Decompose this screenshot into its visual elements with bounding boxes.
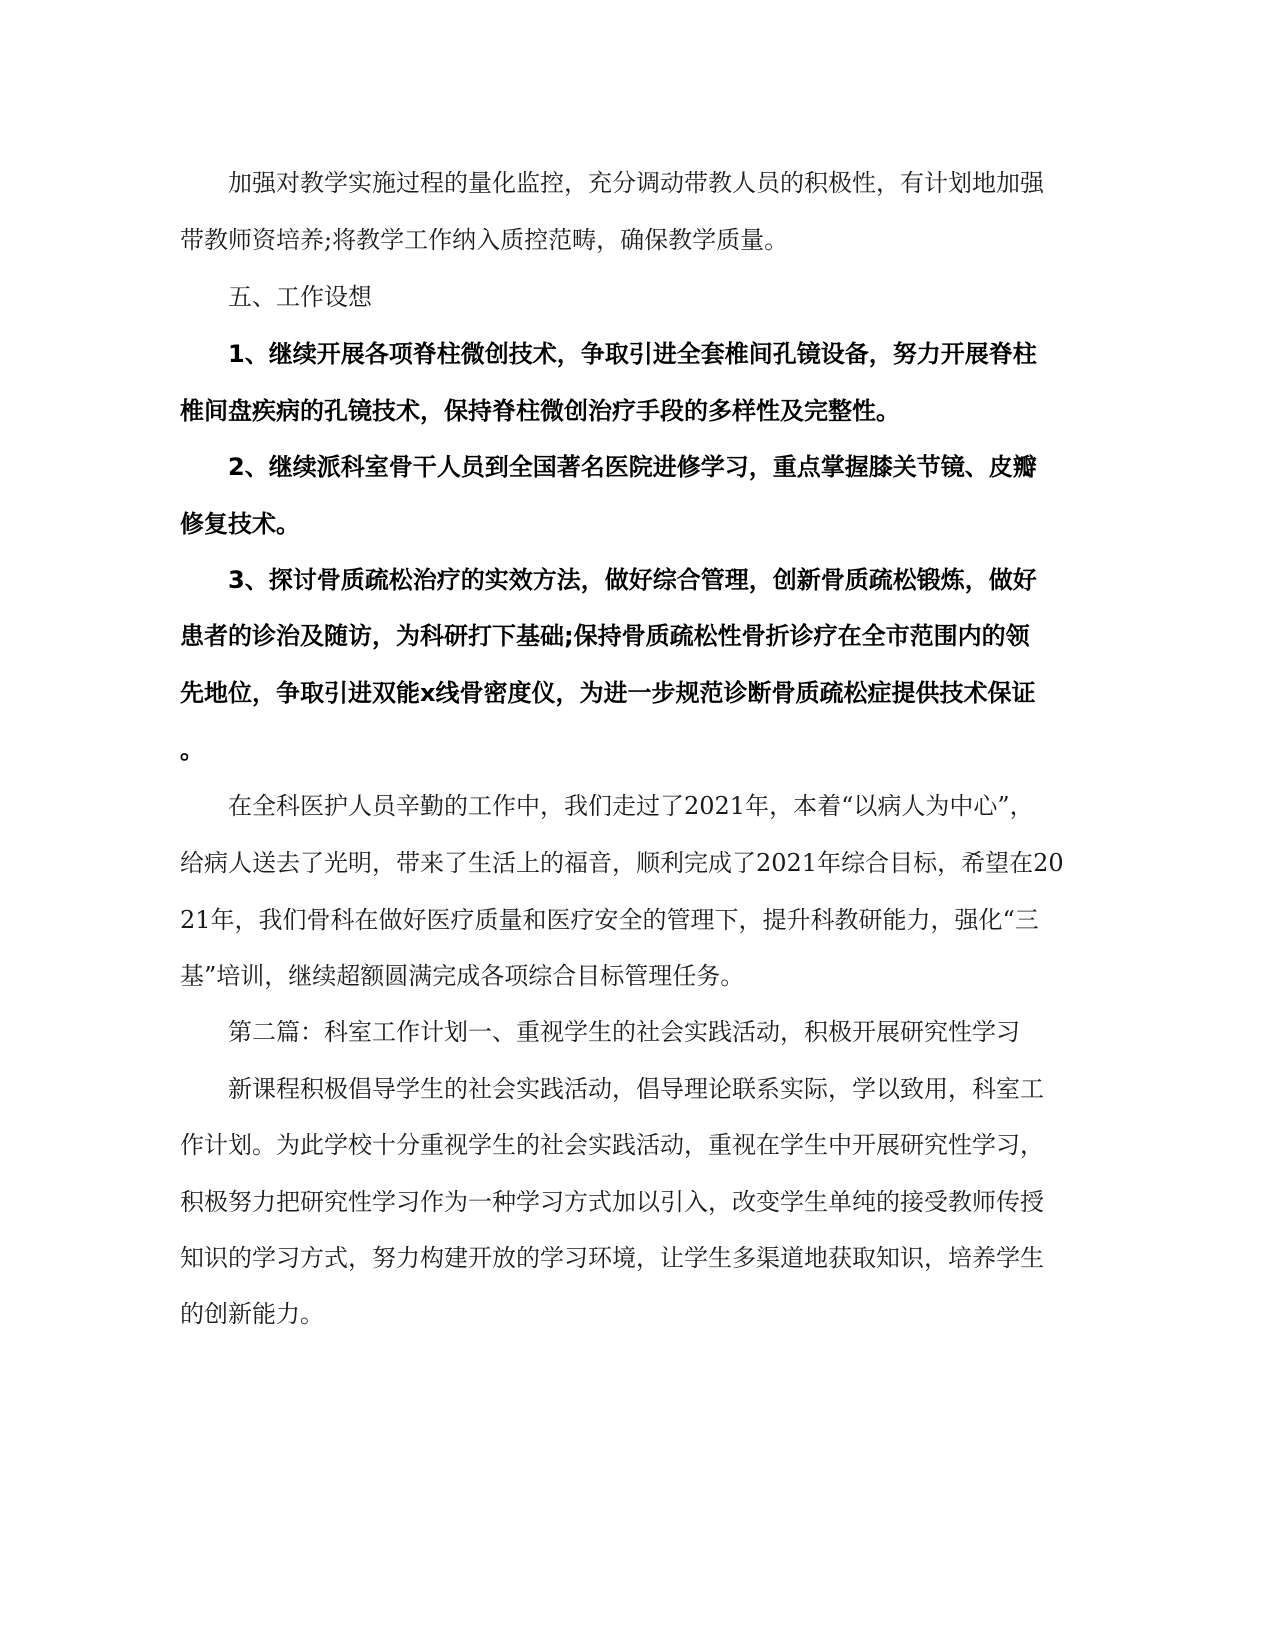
list-item-line: 2、继续派科室骨干人员到全国著名医院进修学习，重点掌握膝关节镜、皮瓣 — [228, 453, 1037, 481]
text-line: 新课程积极倡导学生的社会实践活动，倡导理论联系实际，学以致用，科室工 — [228, 1075, 1044, 1103]
list-item-line: 先地位，争取引进双能x线骨密度仪，为进一步规范诊断骨质疏松症提供技术保证 — [180, 679, 1036, 707]
list-item-line: 患者的诊治及随访，为科研打下基础;保持骨质疏松性骨折诊疗在全市范围内的领 — [180, 622, 1030, 650]
list-item-line: 修复技术。 — [180, 510, 300, 538]
text-line: 带教师资培养;将教学工作纳入质控范畴，确保教学质量。 — [180, 226, 789, 254]
list-item-line: 椎间盘疾病的孔镜技术，保持脊柱微创治疗手段的多样性及完整性。 — [180, 397, 900, 425]
text-line: 给病人送去了光明，带来了生活上的福音，顺利完成了2021年综合目标，希望在20 — [180, 849, 1064, 877]
text-line: 第二篇：科室工作计划一、重视学生的社会实践活动，积极开展研究性学习 — [228, 1018, 1020, 1046]
section-heading: 五、工作设想 — [228, 283, 372, 311]
text-line: 积极努力把研究性学习作为一种学习方式加以引入，改变学生单纯的接受教师传授 — [180, 1188, 1044, 1216]
text-line: 的创新能力。 — [180, 1300, 324, 1328]
list-item-line: 。 — [180, 736, 204, 764]
text-line: 在全科医护人员辛勤的工作中，我们走过了2021年，本着“以病人为中心”， — [228, 792, 1034, 820]
text-line: 作计划。为此学校十分重视学生的社会实践活动，重视在学生中开展研究性学习， — [180, 1131, 1044, 1159]
text-line: 21年，我们骨科在做好医疗质量和医疗安全的管理下，提升科教研能力，强化“三 — [180, 906, 1039, 934]
list-item-line: 1、继续开展各项脊柱微创技术，争取引进全套椎间孔镜设备，努力开展脊柱 — [228, 340, 1037, 368]
list-item-line: 3、探讨骨质疏松治疗的实效方法，做好综合管理，创新骨质疏松锻炼，做好 — [228, 566, 1037, 594]
text-line: 知识的学习方式，努力构建开放的学习环境，让学生多渠道地获取知识，培养学生 — [180, 1244, 1044, 1272]
text-line: 基”培训，继续超额圆满完成各项综合目标管理任务。 — [180, 962, 745, 990]
text-line: 加强对教学实施过程的量化监控，充分调动带教人员的积极性，有计划地加强 — [228, 169, 1044, 197]
